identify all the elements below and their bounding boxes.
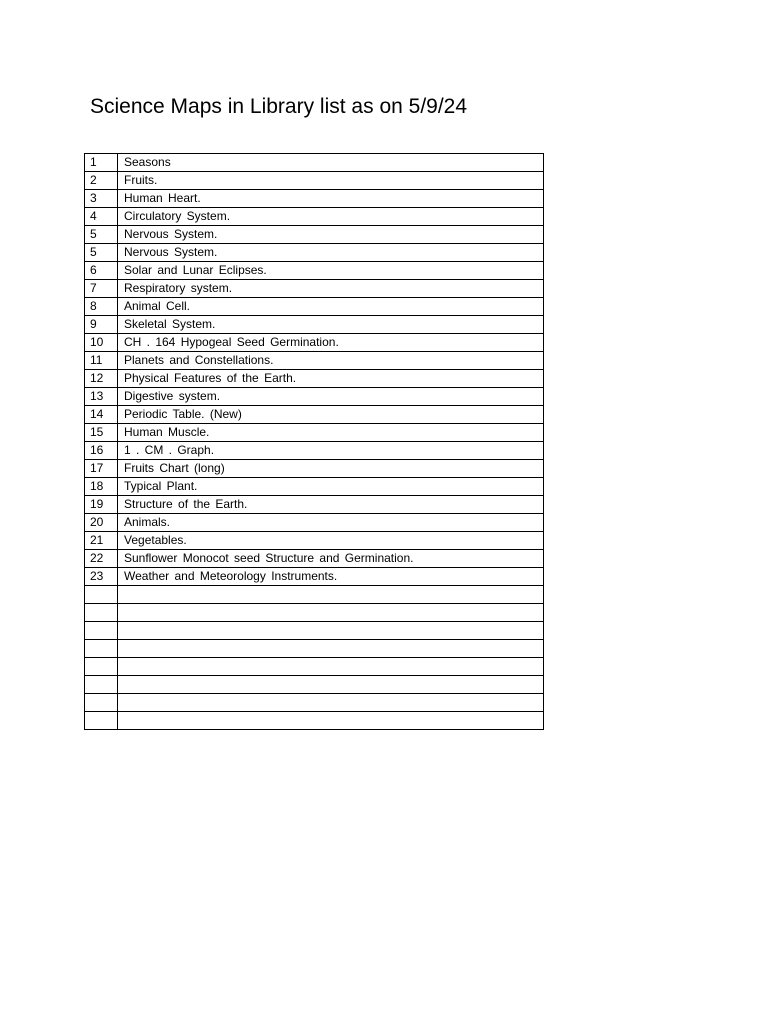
map-name-cell: Seasons	[118, 154, 544, 172]
row-number-cell: 21	[85, 532, 118, 550]
table-row	[85, 154, 544, 172]
row-number-cell: 3	[85, 190, 118, 208]
table-row	[85, 496, 544, 514]
table-row	[85, 478, 544, 496]
row-number-cell: 17	[85, 460, 118, 478]
table-row	[85, 406, 544, 424]
map-name-cell	[118, 676, 544, 694]
page-title: Science Maps in Library list as on 5/9/24	[90, 95, 468, 118]
table-row	[85, 226, 544, 244]
map-name-cell: Digestive system.	[118, 388, 544, 406]
row-number-cell: 18	[85, 478, 118, 496]
map-name-cell: Fruits Chart (long)	[118, 460, 544, 478]
row-number-cell	[85, 658, 118, 676]
map-name-cell: CH . 164 Hypogeal Seed Germination.	[118, 334, 544, 352]
row-number-cell	[85, 604, 118, 622]
table-row	[85, 460, 544, 478]
table-row	[85, 622, 544, 640]
map-name-cell: Human Heart.	[118, 190, 544, 208]
map-name-cell: Weather and Meteorology Instruments.	[118, 568, 544, 586]
table-row	[85, 532, 544, 550]
map-name-cell: Skeletal System.	[118, 316, 544, 334]
table-row	[85, 298, 544, 316]
table-row	[85, 208, 544, 226]
map-name-cell	[118, 712, 544, 730]
map-name-cell: Animal Cell.	[118, 298, 544, 316]
table-row	[85, 694, 544, 712]
row-number-cell	[85, 694, 118, 712]
map-name-cell	[118, 658, 544, 676]
row-number-cell: 11	[85, 352, 118, 370]
table-row	[85, 658, 544, 676]
row-number-cell: 19	[85, 496, 118, 514]
map-name-cell	[118, 586, 544, 604]
row-number-cell: 15	[85, 424, 118, 442]
table-row	[85, 388, 544, 406]
map-name-cell	[118, 694, 544, 712]
table-row	[85, 640, 544, 658]
row-number-cell: 6	[85, 262, 118, 280]
table-row	[85, 424, 544, 442]
row-number-cell	[85, 712, 118, 730]
row-number-cell: 22	[85, 550, 118, 568]
table-row	[85, 244, 544, 262]
map-name-cell: Animals.	[118, 514, 544, 532]
map-name-cell	[118, 604, 544, 622]
map-name-cell: Typical Plant.	[118, 478, 544, 496]
table-row	[85, 280, 544, 298]
table-row	[85, 586, 544, 604]
row-number-cell: 23	[85, 568, 118, 586]
row-number-cell: 20	[85, 514, 118, 532]
row-number-cell: 10	[85, 334, 118, 352]
map-name-cell: Nervous System.	[118, 226, 544, 244]
row-number-cell	[85, 676, 118, 694]
maps-table-body	[85, 154, 544, 730]
table-row	[85, 514, 544, 532]
table-row	[85, 550, 544, 568]
table-row	[85, 352, 544, 370]
row-number-cell: 14	[85, 406, 118, 424]
map-name-cell	[118, 622, 544, 640]
map-name-cell: Fruits.	[118, 172, 544, 190]
map-name-cell: Periodic Table. (New)	[118, 406, 544, 424]
map-name-cell: Sunflower Monocot seed Structure and Germination.	[118, 550, 544, 568]
row-number-cell	[85, 586, 118, 604]
table-row	[85, 262, 544, 280]
map-name-cell: Nervous System.	[118, 244, 544, 262]
row-number-cell: 5	[85, 244, 118, 262]
row-number-cell: 9	[85, 316, 118, 334]
map-name-cell: Circulatory System.	[118, 208, 544, 226]
table-row	[85, 568, 544, 586]
row-number-cell	[85, 622, 118, 640]
row-number-cell: 2	[85, 172, 118, 190]
table-row	[85, 676, 544, 694]
row-number-cell: 5	[85, 226, 118, 244]
table-row	[85, 334, 544, 352]
table-row	[85, 604, 544, 622]
row-number-cell: 8	[85, 298, 118, 316]
map-name-cell: Physical Features of the Earth.	[118, 370, 544, 388]
table-row	[85, 316, 544, 334]
map-name-cell: Respiratory system.	[118, 280, 544, 298]
map-name-cell: 1 . CM . Graph.	[118, 442, 544, 460]
table-row	[85, 370, 544, 388]
map-name-cell: Structure of the Earth.	[118, 496, 544, 514]
row-number-cell: 1	[85, 154, 118, 172]
table-row	[85, 712, 544, 730]
row-number-cell: 13	[85, 388, 118, 406]
row-number-cell: 4	[85, 208, 118, 226]
maps-table	[84, 153, 544, 730]
row-number-cell: 12	[85, 370, 118, 388]
table-row	[85, 190, 544, 208]
row-number-cell	[85, 640, 118, 658]
map-name-cell: Planets and Constellations.	[118, 352, 544, 370]
row-number-cell: 16	[85, 442, 118, 460]
table-row	[85, 172, 544, 190]
map-name-cell	[118, 640, 544, 658]
map-name-cell: Solar and Lunar Eclipses.	[118, 262, 544, 280]
map-name-cell: Human Muscle.	[118, 424, 544, 442]
table-row	[85, 442, 544, 460]
map-name-cell: Vegetables.	[118, 532, 544, 550]
row-number-cell: 7	[85, 280, 118, 298]
